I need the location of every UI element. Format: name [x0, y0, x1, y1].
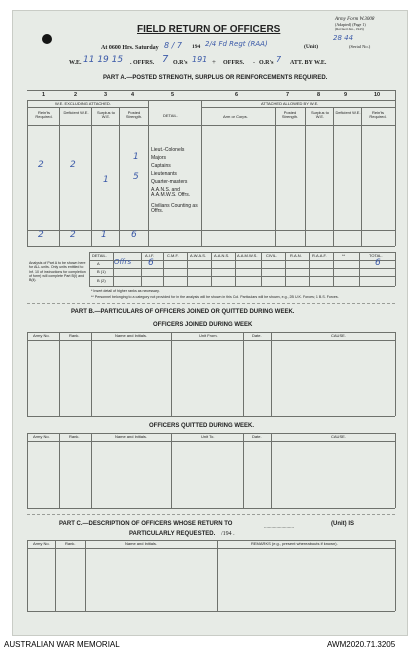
attached-label: ATTACHED ALLOWED BY W.E.: [261, 101, 319, 106]
part-c-line2: PARTICULARLY REQUESTED.: [129, 531, 216, 537]
serial-hand: 28 44: [333, 34, 354, 42]
col-num-8: 8: [317, 92, 321, 98]
total-rein: 2: [38, 230, 44, 240]
rank-majors: Majors: [151, 155, 167, 161]
hand-rein: 2: [38, 160, 44, 170]
date-hand: 8 / 7: [164, 41, 182, 50]
an-hand-aif: 6: [148, 258, 154, 268]
total-def: 2: [70, 230, 76, 240]
an-hdr-aans: A.A.N.S.: [214, 253, 230, 258]
hdr-c1: Rein'ts Required.: [35, 110, 53, 119]
an-hdr-ran: R.A.N.: [290, 253, 302, 258]
caption-bar: [0, 637, 419, 653]
an-hdr-civil: CIVIL.: [266, 253, 278, 258]
col-num-1: 1: [42, 92, 46, 98]
form-ref-1: Army Form W.3008: [335, 17, 375, 22]
part-c-title: PART C.—DESCRIPTION OF OFFICERS WHOSE RETURN TO: [59, 521, 233, 527]
col-num-6: 6: [235, 92, 239, 98]
quitted-title: OFFICERS QUITTED DURING WEEK.: [149, 423, 254, 429]
quitted-hdr-name: Name and Initials.: [115, 434, 148, 439]
col-num-10: 10: [374, 92, 381, 98]
rank-aans: A.A.N.S. and A.A.M.W.S. Offrs.: [151, 187, 191, 198]
unit-hand: 2/4 Fd Regt (RAA): [205, 40, 268, 48]
joined-hdr-rank: Rank.: [69, 333, 80, 338]
analysis-note: Analysis of Part A to be shown here for ALL units. Only units entitled to Inf. 10 of instructions for completion of form) will complete Part B(i) and B(ii).: [29, 261, 86, 283]
year-text: 194: [192, 44, 201, 50]
hdr-c10: Rein'ts Required.: [369, 110, 387, 119]
hdr-c5: DETAIL.: [163, 113, 178, 118]
an-hdr-total: TOTAL.: [369, 253, 383, 258]
hdr-c9: Deficient W.E.: [335, 110, 361, 115]
quitted-hdr-armyno: Army No.: [33, 434, 50, 439]
we-label: W.E.: [69, 60, 82, 66]
hdr-c4: Posted Strength.: [125, 110, 143, 119]
rank-lt-col: Lieut.-Colonels: [151, 147, 185, 153]
an-hdr-aamws: A.A.M.W.S.: [237, 253, 258, 258]
c-hdr-rank: Rank.: [65, 541, 76, 546]
hdr-c6: Arm or Corps.: [223, 114, 248, 119]
an-row-b1: B (1): [97, 269, 106, 274]
offrs-value: 7: [162, 54, 169, 65]
or2-label: O.R's: [259, 60, 274, 66]
part-b-title: PART B.—PARTICULARS OF OFFICERS JOINED OR QUITTED DURING WEEK.: [71, 309, 295, 315]
joined-hdr-date: Date.: [252, 333, 262, 338]
or-value: 191: [192, 55, 208, 64]
c-hdr-armyno: Army No.: [33, 541, 50, 546]
caption-left: AUSTRALIAN WAR MEMORIAL: [4, 640, 120, 649]
hand-def: 2: [70, 160, 76, 170]
form-ref-3: (Revised Jan., 1943): [335, 27, 364, 31]
quitted-hdr-cause: CAUSE.: [331, 434, 346, 439]
caption-right: AWM2020.71.3205: [327, 640, 396, 649]
field-return-form: [12, 10, 408, 636]
total-posted: 6: [131, 230, 137, 240]
hdr-c2: Deficient W.E.: [63, 110, 89, 115]
col-num-5: 5: [171, 92, 175, 98]
dash-sign: -: [253, 60, 255, 66]
an-hdr-raaf: R.A.A.F.: [312, 253, 327, 258]
joined-hdr-name: Name and Initials.: [115, 333, 148, 338]
part-c-year: /194 .: [221, 531, 235, 537]
joined-hdr-armyno: Army No.: [33, 333, 50, 338]
footnote-1: * Insert detail of higher ranks as necessary.: [91, 289, 160, 293]
plus-sign: +: [212, 58, 216, 66]
at-text: At 0600 Hrs. Saturday: [101, 45, 159, 51]
joined-hdr-unitfrom: Unit From.: [199, 333, 218, 338]
quitted-hdr-unitto: Unit To.: [201, 434, 215, 439]
an-hdr-detail: DETAIL.: [92, 253, 107, 258]
an-hand-detail: Offrs: [114, 258, 132, 266]
rank-civilians: Civilians Counting as Offrs.: [151, 203, 198, 214]
hand-surplus: 1: [103, 175, 109, 185]
col-num-3: 3: [104, 92, 108, 98]
offrs-label: . OFFRS.: [130, 60, 155, 66]
form-title: FIELD RETURN OF OFFICERS: [137, 24, 281, 35]
total-surplus: 1: [101, 230, 107, 240]
part-c-dots: ........................: [264, 525, 294, 530]
form-ref-2: (Adapted) (Page 1): [335, 22, 366, 27]
col-num-4: 4: [131, 92, 135, 98]
or2-value: 7: [276, 55, 282, 64]
hdr-c8: Surplus to W.E.: [310, 110, 329, 119]
part-c-unit-is: (Unit) IS: [331, 521, 354, 527]
rank-qm: Quarter-masters: [151, 179, 188, 185]
quitted-hdr-rank: Rank.: [69, 434, 80, 439]
we-excl-label: W.E. EXCLUDING ATTACHED.: [55, 101, 111, 106]
an-hdr-aif: A.I.F.: [145, 253, 155, 258]
col-num-7: 7: [286, 92, 290, 98]
an-hdr-cmf: C.M.F.: [167, 253, 179, 258]
rank-lieutenants: Lieutenants: [151, 171, 177, 177]
an-hdr-awas: A.W.A.S.: [190, 253, 207, 258]
hdr-c7: Posted Strength.: [281, 110, 299, 119]
punch-hole: [42, 34, 52, 44]
quitted-hdr-date: Date.: [252, 434, 262, 439]
c-hdr-remarks: REMARKS (e.g., present whereabouts if known).: [251, 541, 338, 546]
part-a-title: PART A.—POSTED STRENGTH, SURPLUS OR REINFORCEMENTS REQUIRED.: [103, 75, 328, 81]
we-value: 11 19 15: [83, 55, 124, 65]
an-hdr-other: **: [342, 253, 346, 258]
col-num-2: 2: [74, 92, 78, 98]
joined-hdr-cause: CAUSE.: [331, 333, 346, 338]
hand-posted-capt: 1: [133, 152, 139, 162]
hdr-c3: Surplus to W.E.: [96, 110, 115, 119]
footnote-2: ** Personnel belonging to a category not provided for in the analysis will be shown in this Col. Particulars will be shown, e.g., 2B U.K. Forces; 1 B.S. Forces.: [91, 295, 339, 299]
unit-label: (Unit): [304, 44, 319, 50]
an-row-a: A: [97, 261, 100, 266]
an-hand-total: 6: [375, 258, 381, 268]
or-label: O.R's: [173, 60, 188, 66]
hand-posted-lt: 5: [133, 172, 139, 182]
c-hdr-name: Name and Initials.: [125, 541, 158, 546]
serial-label: (Serial No.): [349, 44, 371, 49]
att-label: ATT. BY W.E.: [290, 60, 327, 66]
joined-title: OFFICERS JOINED DURING WEEK: [153, 322, 253, 328]
rank-captains: Captains: [151, 163, 171, 169]
col-num-9: 9: [344, 92, 348, 98]
offrs2-label: OFFRS.: [223, 60, 245, 66]
an-row-b2: B (2): [97, 278, 106, 283]
